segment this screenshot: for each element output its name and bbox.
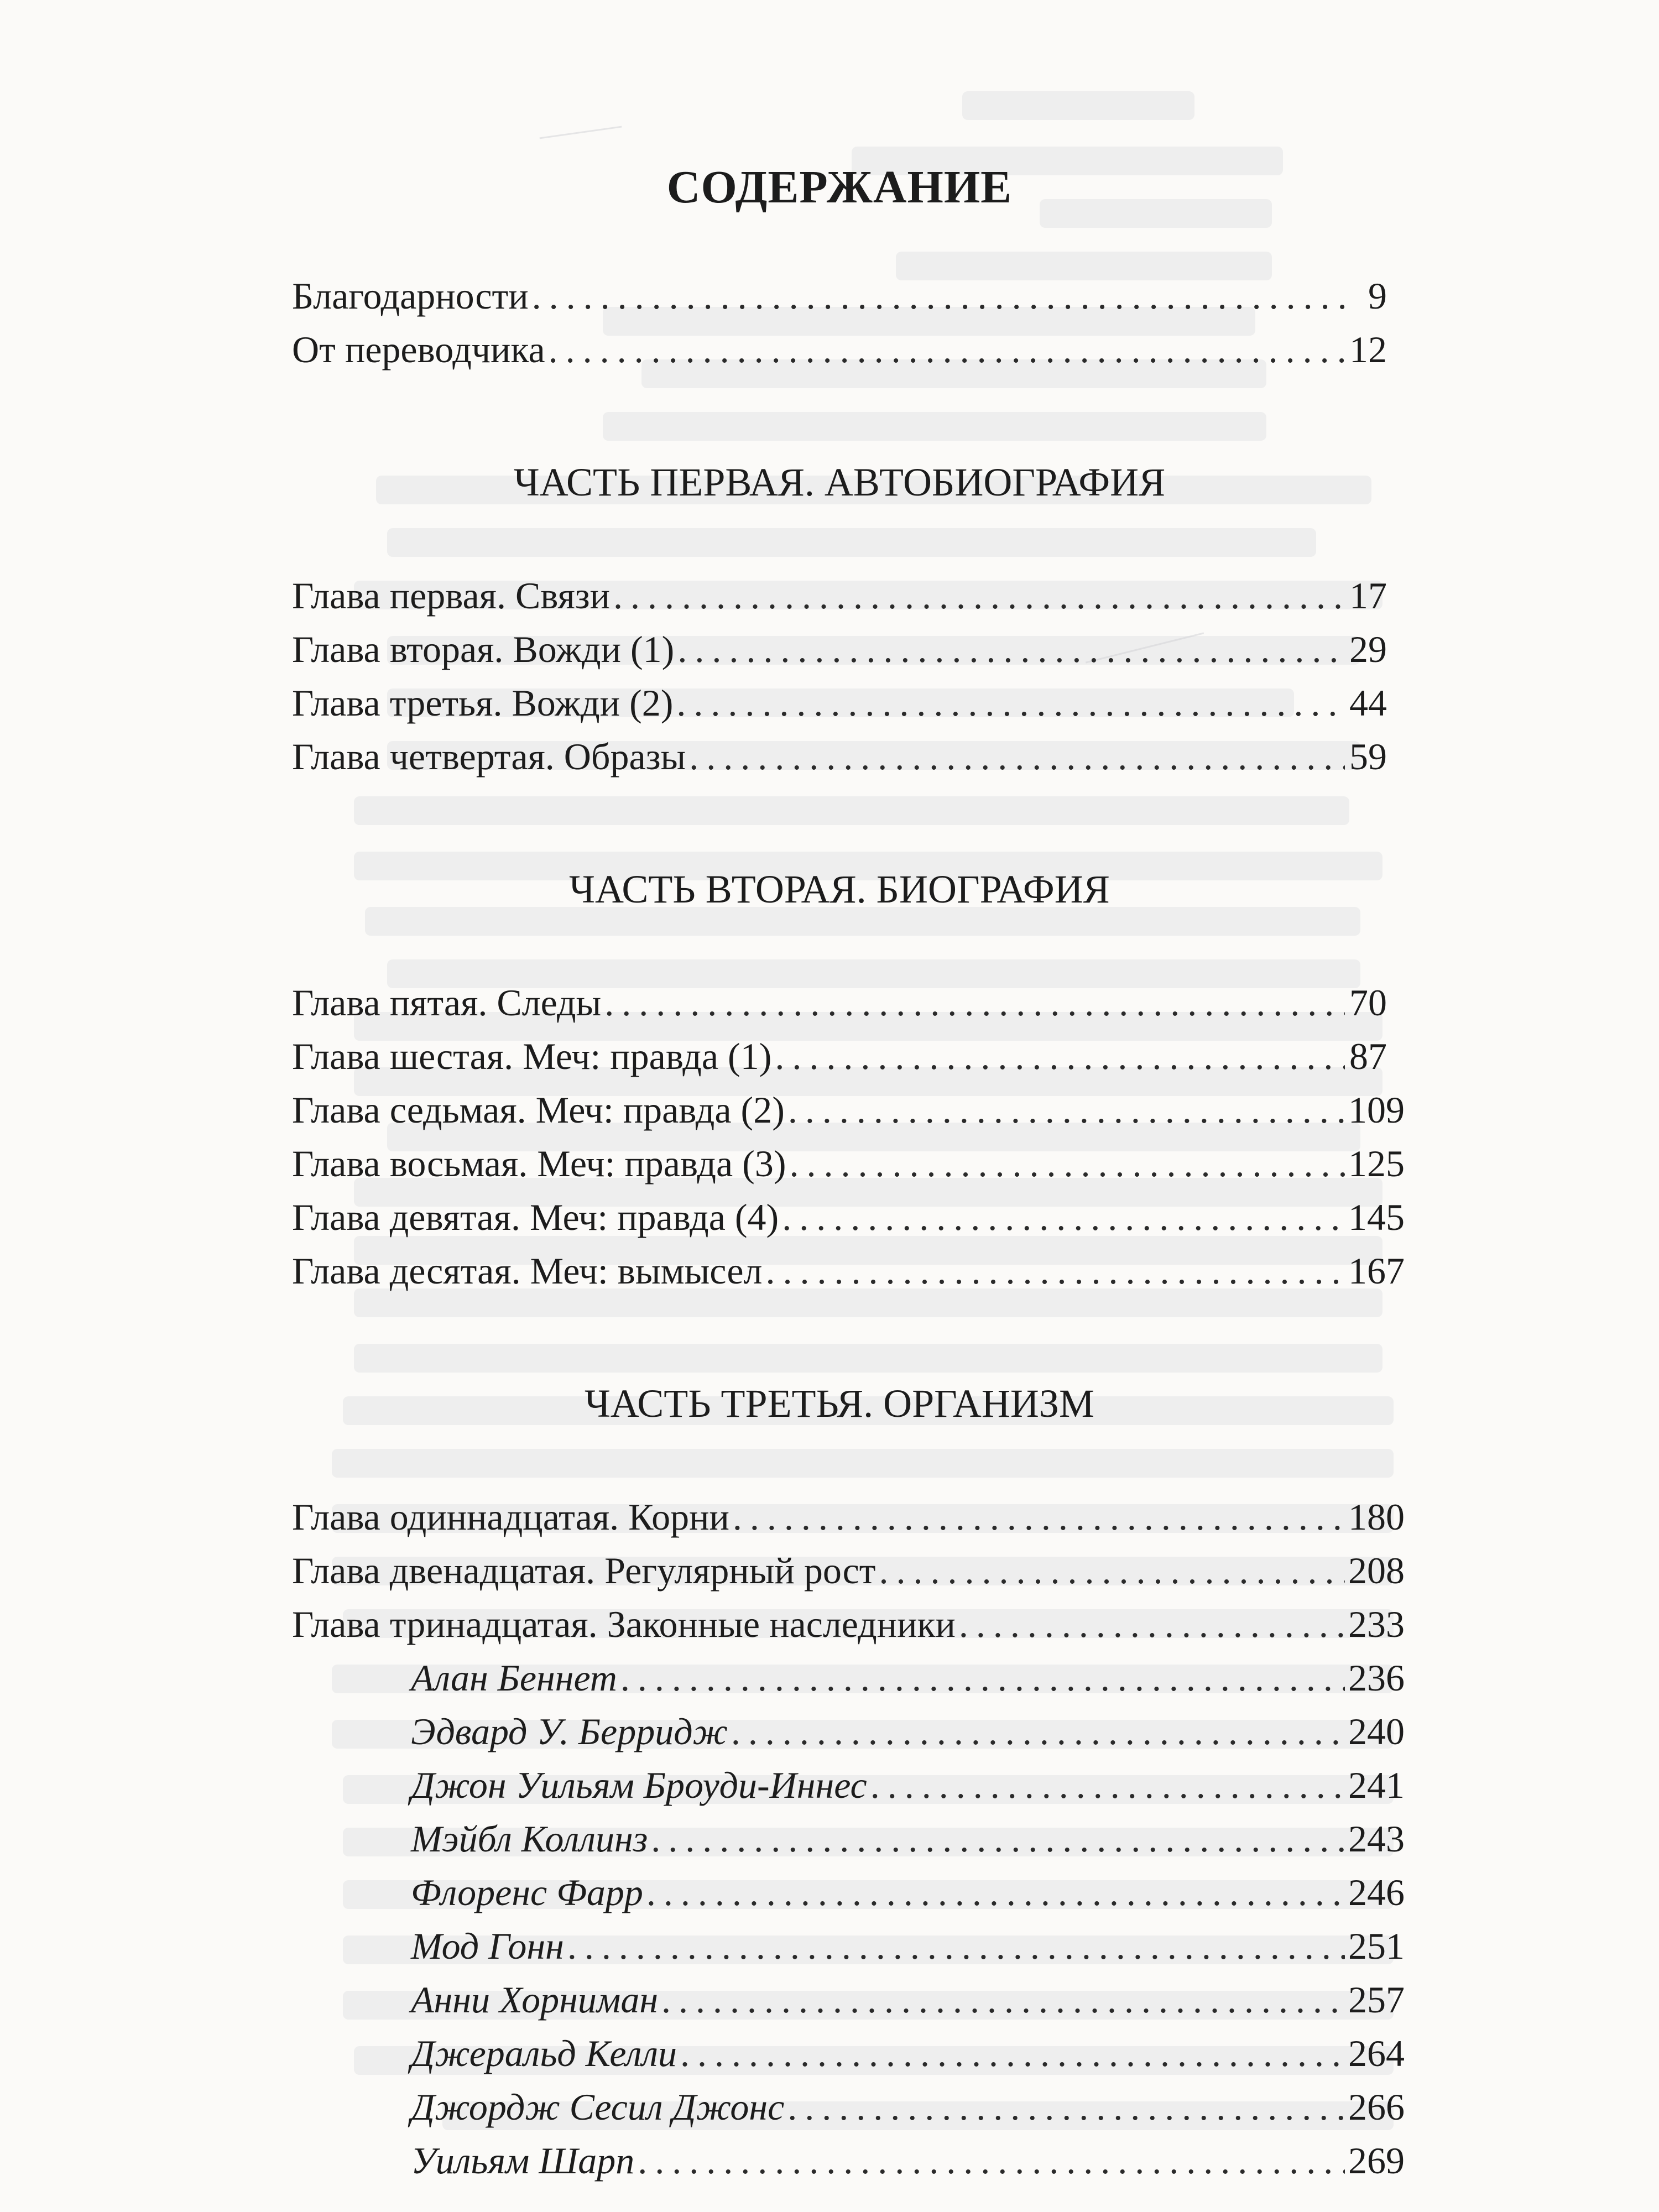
part-one-entries [292,569,1387,784]
toc-entry [292,269,1387,323]
table-of-contents [292,160,1405,2188]
leader-dots [532,269,1345,323]
page-number: 109 [1348,1089,1405,1131]
page-number: 208 [1348,1550,1405,1592]
leader-dots [677,623,1345,676]
toc-subentry [292,1973,1405,2027]
leader-dots [733,1490,1345,1544]
page-number: 167 [1348,1250,1405,1292]
page-number: 243 [1348,1818,1405,1860]
toc-subentry [292,1812,1405,1866]
entry-label: Глава двенадцатая. Регулярный рост [292,1550,876,1592]
page-number: 251 [1348,1925,1405,1967]
leader-dots [646,1866,1345,1919]
entry-label: Глава седьмая. Меч: правда (2) [292,1089,785,1131]
leader-dots [604,976,1345,1030]
part-heading: ЧАСТЬ ПЕРВАЯ. АВТОБИОГРАФИЯ [513,460,1166,504]
entry-label: Глава девятая. Меч: правда (4) [292,1196,779,1238]
toc-subentry [292,1705,1405,1759]
entry-label: Глава десятая. Меч: вымысел [292,1250,763,1292]
toc-subentry [292,1759,1405,1812]
leader-dots [680,2027,1345,2080]
toc-subentry [292,2027,1405,2080]
page-number: 246 [1348,1871,1405,1913]
toc-subentry [292,1651,1405,1705]
leader-dots [661,1973,1345,2027]
leader-dots [676,676,1345,730]
subentry-label: Анни Хорниман [411,1979,659,2021]
entry-label: Глава первая. Связи [292,575,611,617]
toc-subentry [292,1919,1405,1973]
entry-label: Глава вторая. Вожди (1) [292,628,675,670]
page-number: 241 [1348,1764,1405,1806]
leader-dots [959,1598,1345,1651]
entry-label: От переводчика [292,328,545,371]
toc-entry [292,976,1387,1030]
leader-dots [731,1705,1345,1759]
subentry-label: Джордж Сесил Джонс [411,2086,785,2128]
leader-dots [787,2080,1345,2134]
page-number: 269 [1348,2140,1405,2182]
subentry-label: Уильям Шарп [411,2140,635,2182]
page-number: 17 [1349,575,1387,617]
toc-entry [292,1490,1405,1544]
page-number: 257 [1348,1979,1405,2021]
leader-dots [613,569,1345,623]
page-number: 12 [1349,328,1387,371]
leader-dots [870,1759,1345,1812]
toc-entry [292,1244,1405,1298]
page-number: 240 [1348,1710,1405,1752]
leader-dots [549,323,1345,377]
intro-section [292,269,1387,377]
leader-dots [782,1191,1345,1244]
page-number: 70 [1349,982,1387,1024]
entry-label: Глава восьмая. Меч: правда (3) [292,1142,786,1185]
part-two-entries [292,976,1405,1298]
toc-entry [292,1598,1405,1651]
toc-subentry [292,1866,1405,1919]
page-number: 44 [1349,682,1387,724]
page-number: 87 [1349,1035,1387,1077]
leader-dots [879,1544,1345,1598]
entry-label: Глава третья. Вожди (2) [292,682,674,724]
entry-label: Глава одиннадцатая. Корни [292,1496,729,1538]
page-number: 236 [1348,1657,1405,1699]
toc-entry [292,323,1387,377]
page-number: 29 [1349,628,1387,670]
page-number: 180 [1348,1496,1405,1538]
entry-label: Глава тринадцатая. Законные наследники [292,1603,956,1645]
leader-dots [788,1083,1345,1137]
page-number: 59 [1349,735,1387,778]
part-heading: ЧАСТЬ ТРЕТЬЯ. ОРГАНИЗМ [585,1381,1094,1426]
toc-subentry [292,2134,1405,2188]
entry-label: Благодарности [292,275,529,317]
leader-dots [789,1137,1345,1191]
toc-entry [292,623,1387,676]
leader-dots [651,1812,1345,1866]
toc-entry [292,569,1387,623]
leader-dots [638,2134,1345,2188]
subentry-label: Джеральд Келли [411,2032,677,2074]
toc-entry [292,1191,1405,1244]
entry-label: Глава шестая. Меч: правда (1) [292,1035,772,1077]
leader-dots [775,1030,1345,1083]
entry-label: Глава пятая. Следы [292,982,602,1024]
subentry-label: Алан Беннет [411,1657,617,1699]
subentry-label: Флоренс Фарр [411,1871,643,1913]
page-number: 145 [1348,1196,1405,1238]
leader-dots [689,730,1345,784]
page-number: 266 [1348,2086,1405,2128]
page-number: 125 [1348,1142,1405,1185]
leader-dots [765,1244,1345,1298]
toc-entry [292,1030,1387,1083]
toc-entry [292,1544,1405,1598]
toc-entry [292,676,1387,730]
toc-entry [292,1083,1405,1137]
entry-label: Глава четвертая. Образы [292,735,686,778]
subentry-label: Мэйбл Коллинз [411,1818,648,1860]
page-number: 264 [1348,2032,1405,2074]
toc-entry [292,730,1387,784]
subentry-label: Эдвард У. Берридж [411,1710,728,1752]
page-number: 9 [1368,275,1387,317]
toc-entry [292,1137,1405,1191]
leader-dots [567,1919,1345,1973]
subentry-label: Мод Гонн [411,1925,564,1967]
leader-dots [620,1651,1345,1705]
part-heading: ЧАСТЬ ВТОРАЯ. БИОГРАФИЯ [569,867,1110,911]
part-three-entries [292,1490,1405,2188]
page-number: 233 [1348,1603,1405,1645]
subentry-label: Джон Уильям Броуди-Иннес [411,1764,867,1806]
page-title: СОДЕРЖАНИЕ [666,161,1013,213]
toc-subentry [292,2080,1405,2134]
